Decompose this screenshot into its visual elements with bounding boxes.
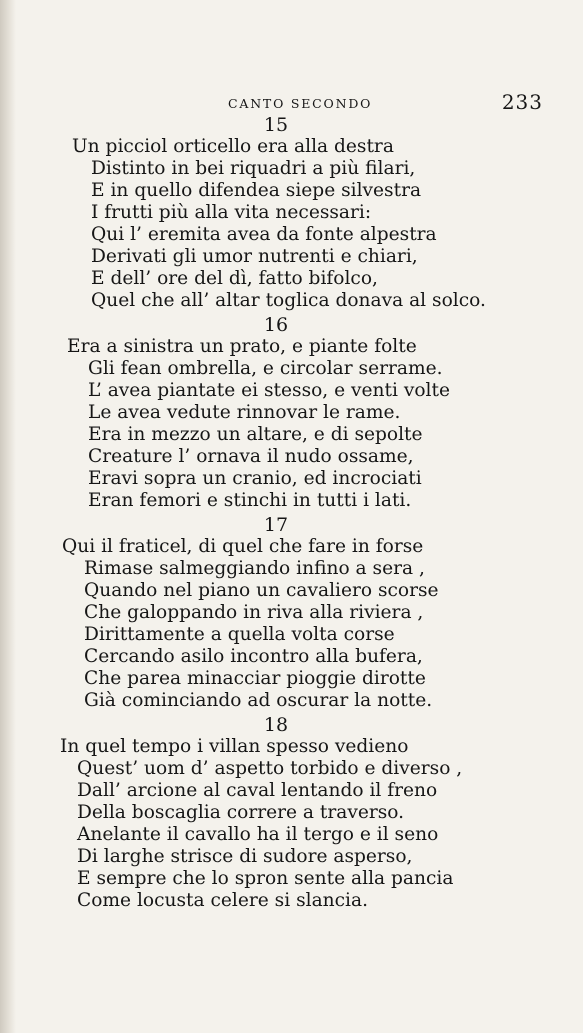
- verse-line: Rimase salmeggiando infino a sera ,: [84, 558, 425, 579]
- verse-line: Quel che all’ altar toglica donava al solco.: [91, 290, 486, 311]
- page-number: 233: [501, 90, 543, 114]
- verse-line: Qui l’ eremita avea da fonte alpestra: [91, 224, 437, 245]
- verse-line: Che galoppando in riva alla riviera ,: [84, 602, 424, 623]
- verse-line: In quel tempo i villan spesso vedieno: [60, 736, 409, 757]
- verse-line: Era in mezzo un altare, e di sepolte: [88, 424, 423, 445]
- verse-line: Eravi sopra un cranio, ed incrociati: [88, 468, 422, 489]
- verse-line: Un picciol orticello era alla destra: [72, 136, 394, 157]
- verse-line: Già cominciando ad oscurar la notte.: [84, 690, 433, 711]
- verse-line: E in quello difendea siepe silvestra: [91, 180, 422, 201]
- verse-line: L’ avea piantate ei stesso, e venti volte: [88, 380, 450, 401]
- verse-line: Dirittamente a quella volta corse: [84, 624, 395, 645]
- verse-line: Della boscaglia correre a traverso.: [77, 802, 405, 823]
- verse-line: Le avea vedute rinnovar le rame.: [88, 402, 401, 423]
- verse-line: I frutti più alla vita necessari:: [91, 202, 372, 223]
- verse-line: Dall’ arcione al caval lentando il freno: [77, 780, 438, 801]
- stanza-number: 15: [263, 114, 289, 136]
- page-gutter-shadow: [0, 0, 16, 1033]
- stanza-number: 18: [263, 714, 289, 736]
- verse-line: Gli fean ombrella, e circolar serrame.: [88, 358, 443, 379]
- running-head: CANTO SECONDO: [228, 96, 373, 111]
- stanza-number: 16: [263, 314, 289, 336]
- verse-line: Derivati gli umor nutrenti e chiari,: [91, 246, 418, 267]
- verse-line: Qui il fraticel, di quel che fare in forse: [62, 536, 424, 557]
- verse-line: E dell’ ore del dì, fatto bifolco,: [91, 268, 378, 289]
- stanza-number: 17: [263, 514, 289, 536]
- verse-line: Anelante il cavallo ha il tergo e il seno: [77, 824, 439, 845]
- verse-line: Era a sinistra un prato, e piante folte: [67, 336, 417, 357]
- verse-line: Come locusta celere si slancia.: [77, 890, 368, 911]
- verse-line: Che parea minacciar pioggie dirotte: [84, 668, 426, 689]
- verse-line: Quando nel piano un cavaliero scorse: [84, 580, 439, 601]
- verse-line: Quest’ uom d’ aspetto torbido e diverso ,: [77, 758, 463, 779]
- verse-line: Creature l’ ornava il nudo ossame,: [88, 446, 414, 467]
- verse-line: Di larghe strisce di sudore asperso,: [77, 846, 413, 867]
- verse-line: E sempre che lo spron sente alla pancia: [77, 868, 454, 889]
- verse-line: Eran femori e stinchi in tutti i lati.: [88, 490, 412, 511]
- verse-line: Distinto in bei riquadri a più filari,: [91, 158, 416, 179]
- verse-line: Cercando asilo incontro alla bufera,: [84, 646, 423, 667]
